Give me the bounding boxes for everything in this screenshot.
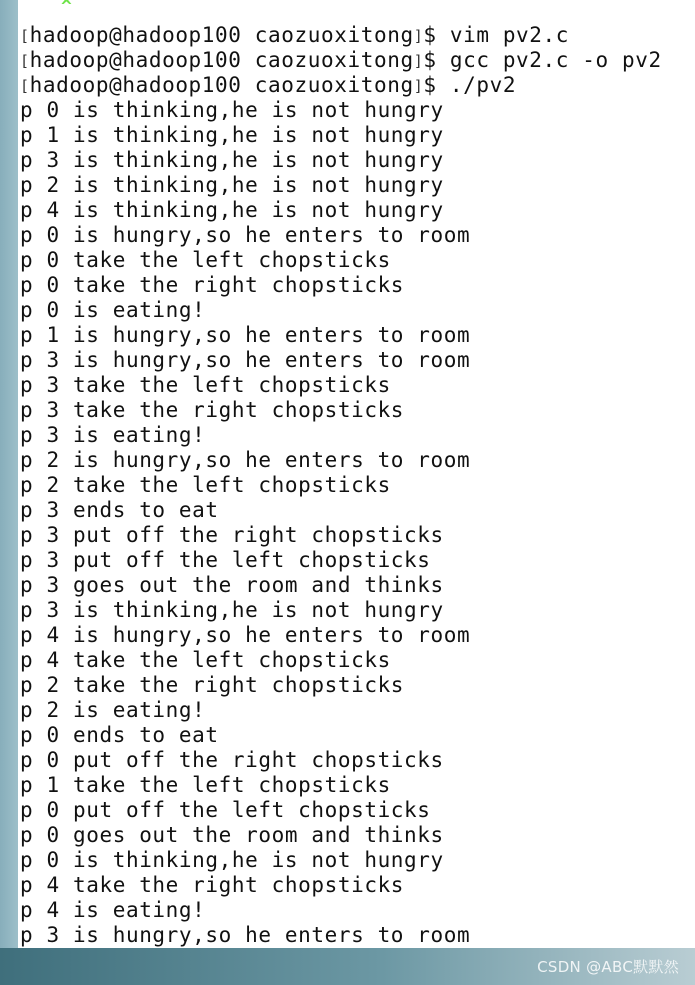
output-line: p 0 is thinking,he is not hungry — [20, 848, 444, 872]
prompt-close-bracket: ] — [413, 27, 424, 45]
command-text: gcc pv2.c -o pv2 — [449, 48, 662, 72]
command-text: vim pv2.c — [449, 23, 570, 47]
prompt-close-bracket: ] — [413, 52, 424, 70]
prompt-user-host: hadoop@hadoop100 — [29, 48, 242, 72]
prompt-open-bracket: [ — [20, 77, 30, 95]
output-line: p 1 take the left chopsticks — [20, 773, 391, 797]
prompt-user-host: hadoop@hadoop100 — [29, 73, 242, 97]
watermark: CSDN @ABC默默然 — [537, 958, 679, 976]
output-line: p 3 is thinking,he is not hungry — [20, 598, 444, 622]
output-line: p 0 ends to eat — [20, 723, 219, 747]
output-line: p 2 is eating! — [20, 698, 206, 722]
output-line: p 0 take the left chopsticks — [20, 248, 391, 272]
output-line: p 4 take the left chopsticks — [20, 648, 391, 672]
output-line: p 2 take the left chopsticks — [20, 473, 391, 497]
output-line: p 3 is hungry,so he enters to room — [20, 923, 471, 947]
prompt-open-bracket: [ — [20, 52, 30, 70]
prompt-line — [20, 73, 662, 98]
output-line: p 0 goes out the room and thinks — [20, 823, 444, 847]
prompt-line — [20, 48, 662, 73]
desktop-taskbar-strip — [0, 948, 695, 985]
output-line: p 3 goes out the room and thinks — [20, 573, 444, 597]
output-line: p 0 take the right chopsticks — [20, 273, 405, 297]
cursor-mark: ^ — [61, 0, 72, 17]
output-line: p 0 put off the right chopsticks — [20, 748, 444, 772]
output-line: p 3 ends to eat — [20, 498, 219, 522]
output-line: p 2 take the right chopsticks — [20, 673, 405, 697]
output-line: p 0 is hungry,so he enters to room — [20, 223, 471, 247]
output-line: p 1 is hungry,so he enters to room — [20, 323, 471, 347]
command-text: ./pv2 — [449, 73, 517, 97]
output-line: p 0 is thinking,he is not hungry — [20, 98, 444, 122]
prompt-sign: $ — [423, 48, 437, 72]
prompt-directory: caozuoxitong — [254, 48, 414, 72]
output-line: p 0 is eating! — [20, 298, 206, 322]
output-line: p 4 is thinking,he is not hungry — [20, 198, 444, 222]
output-line: p 3 is thinking,he is not hungry — [20, 148, 444, 172]
output-line: p 2 is thinking,he is not hungry — [20, 173, 444, 197]
prompt-sign: $ — [423, 23, 437, 47]
output-line: p 3 put off the right chopsticks — [20, 523, 444, 547]
terminal-window[interactable] — [18, 0, 695, 948]
output-line: p 4 take the right chopsticks — [20, 873, 405, 897]
output-line: p 3 take the right chopsticks — [20, 398, 405, 422]
terminal-output — [20, 23, 662, 948]
prompt-sign: $ — [423, 73, 437, 97]
output-line: p 3 take the left chopsticks — [20, 373, 391, 397]
prompt-open-bracket: [ — [20, 27, 30, 45]
prompt-user-host: hadoop@hadoop100 — [29, 23, 242, 47]
output-line: p 4 is eating! — [20, 898, 206, 922]
output-line: p 0 put off the left chopsticks — [20, 798, 431, 822]
output-line: p 1 is thinking,he is not hungry — [20, 123, 444, 147]
output-line: p 3 is eating! — [20, 423, 206, 447]
prompt-line — [20, 23, 662, 48]
output-line: p 3 put off the left chopsticks — [20, 548, 431, 572]
output-line: p 3 is hungry,so he enters to room — [20, 348, 471, 372]
output-line: p 4 is hungry,so he enters to room — [20, 623, 471, 647]
prompt-close-bracket: ] — [413, 77, 424, 95]
prompt-directory: caozuoxitong — [254, 23, 414, 47]
desktop-background-left — [0, 0, 18, 948]
prompt-directory: caozuoxitong — [254, 73, 414, 97]
output-line: p 2 is hungry,so he enters to room — [20, 448, 471, 472]
